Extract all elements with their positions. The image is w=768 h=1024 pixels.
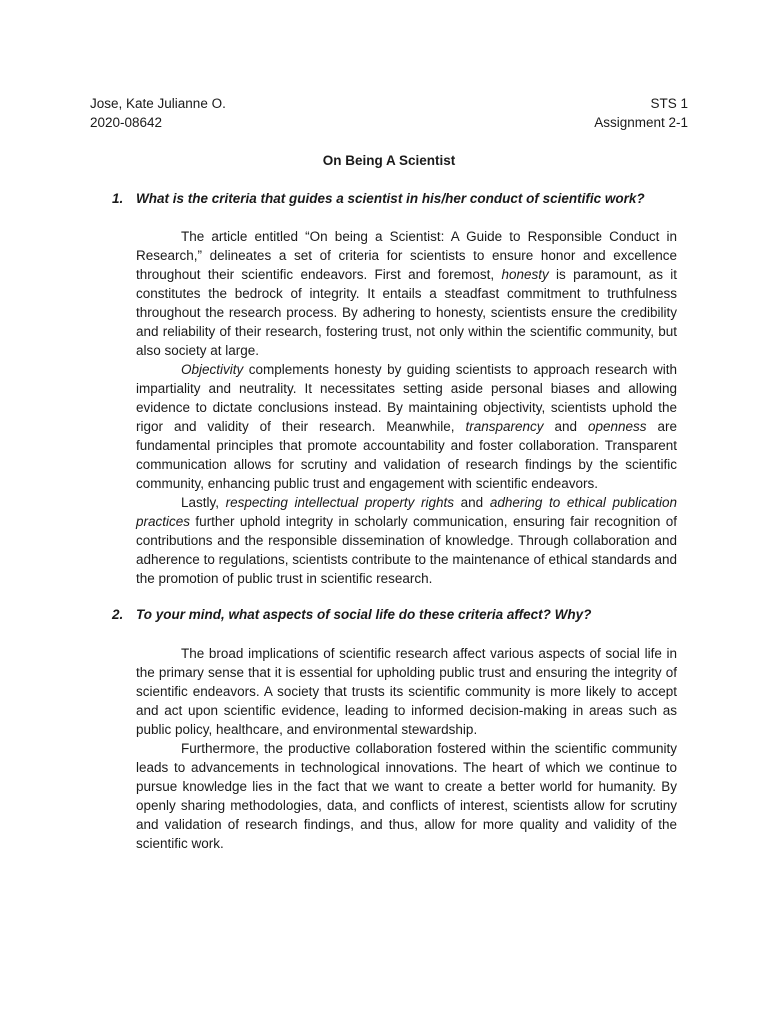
header-right — [594, 94, 688, 132]
document-title: On Being A Scientist — [322, 153, 456, 168]
question-1-text: What is the criteria that guides a scientist in his/her conduct of scientific work? — [136, 191, 645, 206]
emphasis-honesty: honesty — [501, 267, 549, 282]
student-number: 2020-08642 — [90, 115, 163, 130]
text-run: The article entitled “On being a Scientist: A Guide to Responsible Conduct in Research,” delineates a set of criteria for scientists to ensure honor and excellence throughout their scientific endeavors. First and foremost, — [136, 229, 677, 282]
text-run: and — [543, 419, 588, 434]
header-left — [90, 94, 226, 132]
answer-2-paragraph-2: Furthermore, the productive collaboration fostered within the scientific community leads to advancements in technological innovations. The heart of which we continue to pursue knowledge lies in the fact that we want to create a better world for humanity. By openly sharing methodologies, data, and conflicts of interest, scientists allow for scrutiny and validation of research findings, and thus, allow for more quality and validity of the scientific work. — [136, 741, 677, 851]
text-run: complements honesty by guiding scientists to approach research with impartiality and neutrality. It necessitates setting aside personal biases and allowing evidence to dictate conclusions instead. By maintaining objectivity, scientists uphold the rigor and validity of their research. Meanwhile, — [136, 362, 677, 434]
question-1 — [112, 189, 692, 208]
text-run: Lastly, — [181, 495, 226, 510]
answer-2-paragraph-1: The broad implications of scientific research affect various aspects of social life in the primary sense that it is essential for upholding public trust and ensuring the integrity of scientific endeavors. A society that trusts its scientific community is more likely to accept and act upon scientific evidence, leading to informed decision-making in areas such as public policy, healthcare, and environmental stewardship. — [136, 646, 677, 737]
emphasis-ip-rights: respecting intellectual property rights — [225, 495, 455, 510]
text-run: is paramount, as it constitutes the bedrock of integrity. It entails a steadfast commitment to truthfulness throughout the research process. By adhering to honesty, scientists ensure the credibility and reliability of their research, fostering trust, not only within the scientific community, but also society at large. — [136, 267, 677, 358]
emphasis-objectivity: Objectivity — [181, 362, 244, 377]
emphasis-transparency: transparency — [465, 419, 544, 434]
course-code: STS 1 — [650, 96, 688, 111]
question-2 — [112, 605, 692, 624]
question-1-number: 1. — [112, 191, 124, 206]
answer-1 — [136, 227, 677, 588]
answer-2 — [136, 644, 677, 853]
assignment-label: Assignment 2-1 — [594, 115, 688, 130]
emphasis-ethical-publication: adhering to ethical publication practices — [136, 495, 678, 529]
text-run: and — [454, 495, 490, 510]
question-2-number: 2. — [112, 607, 124, 622]
answer-1-paragraph-2 — [136, 360, 677, 493]
answer-1-paragraph-3 — [136, 493, 677, 588]
text-run: further uphold integrity in scholarly communication, ensuring fair recognition of contributions and the responsible dissemination of knowledge. Through collaboration and adherence to regulations, scientists contribute to the maintenance of ethical standards and the promotion of public trust in scientific research. — [136, 514, 677, 586]
emphasis-openness: openness — [587, 419, 647, 434]
author-name: Jose, Kate Julianne O. — [90, 96, 226, 111]
text-run: are fundamental principles that promote accountability and foster collaboration. Transparent communication allows for scrutiny and validation of research findings by the scientific community, enhancing public trust and engagement with scientific endeavors. — [136, 419, 677, 491]
question-2-text: To your mind, what aspects of social life do these criteria affect? Why? — [136, 607, 592, 622]
answer-1-paragraph-1 — [136, 227, 677, 360]
